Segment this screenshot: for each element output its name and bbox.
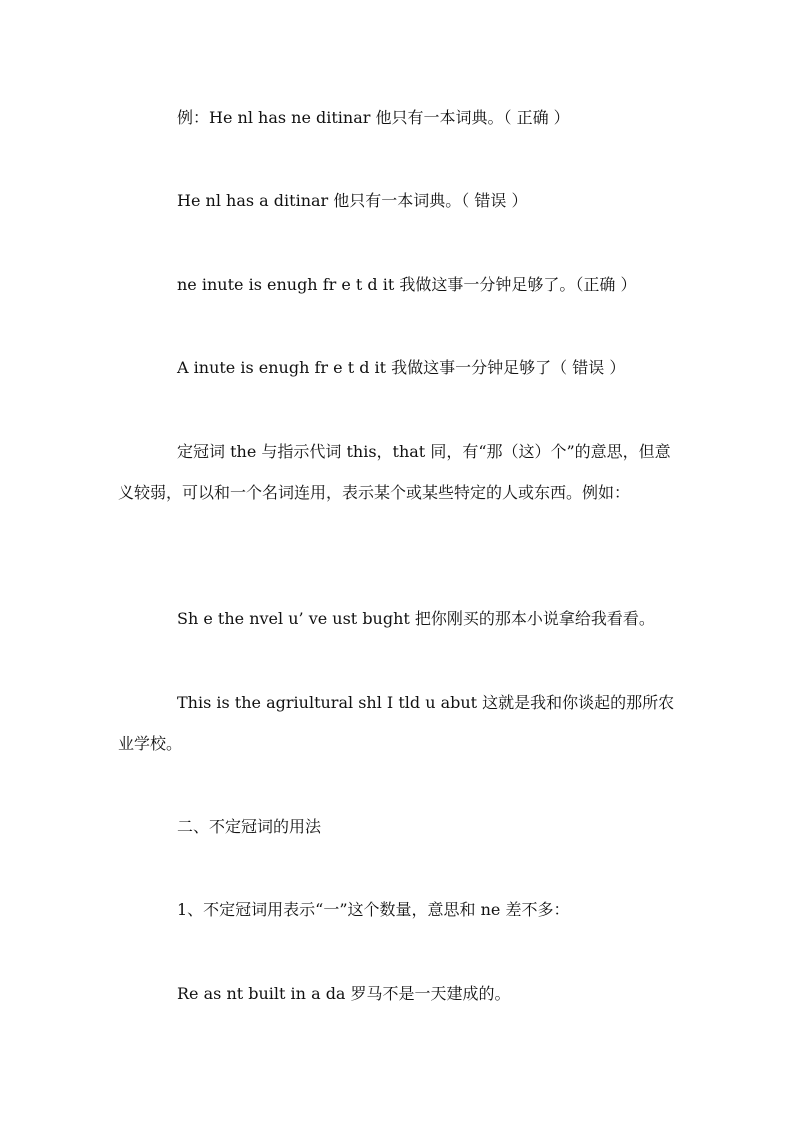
example-line-5: Sh e the nvel u’ ve ust bught 把你刚买的那本小说拿给我看看。 xyxy=(177,609,655,628)
subsection-heading: 1、不定冠词用表示“一”这个数量，意思和 ne 差不多： xyxy=(177,900,570,919)
example-line-1: 例：He nl has ne ditinar 他只有一本词典。（ 正确 ） xyxy=(177,108,570,127)
definite-article-paragraph: 定冠词 the 与指示代词 this，that 同，有“那（这）个”的意思，但意义较弱，可以和一个名词连用，表示某个或某些特定的人或东西。例如： xyxy=(118,442,671,502)
example-line-2: He nl has a ditinar 他只有一本词典。（ 错误 ） xyxy=(177,191,528,210)
example-line-6-paragraph: This is the agriultural shl I tld u abut 这就是我和你谈起的那所农业学校。 xyxy=(118,693,675,753)
example-line-3: ne inute is enugh fr e t d it 我做这事一分钟足够了。（正确 ） xyxy=(177,275,637,294)
section-heading: 二、不定冠词的用法 xyxy=(177,817,322,836)
example-line-4: A inute is enugh fr e t d it 我做这事一分钟足够了（ 错误 ） xyxy=(177,358,626,377)
example-line-7: Re as nt built in a da 罗马不是一天建成的。 xyxy=(177,984,511,1003)
